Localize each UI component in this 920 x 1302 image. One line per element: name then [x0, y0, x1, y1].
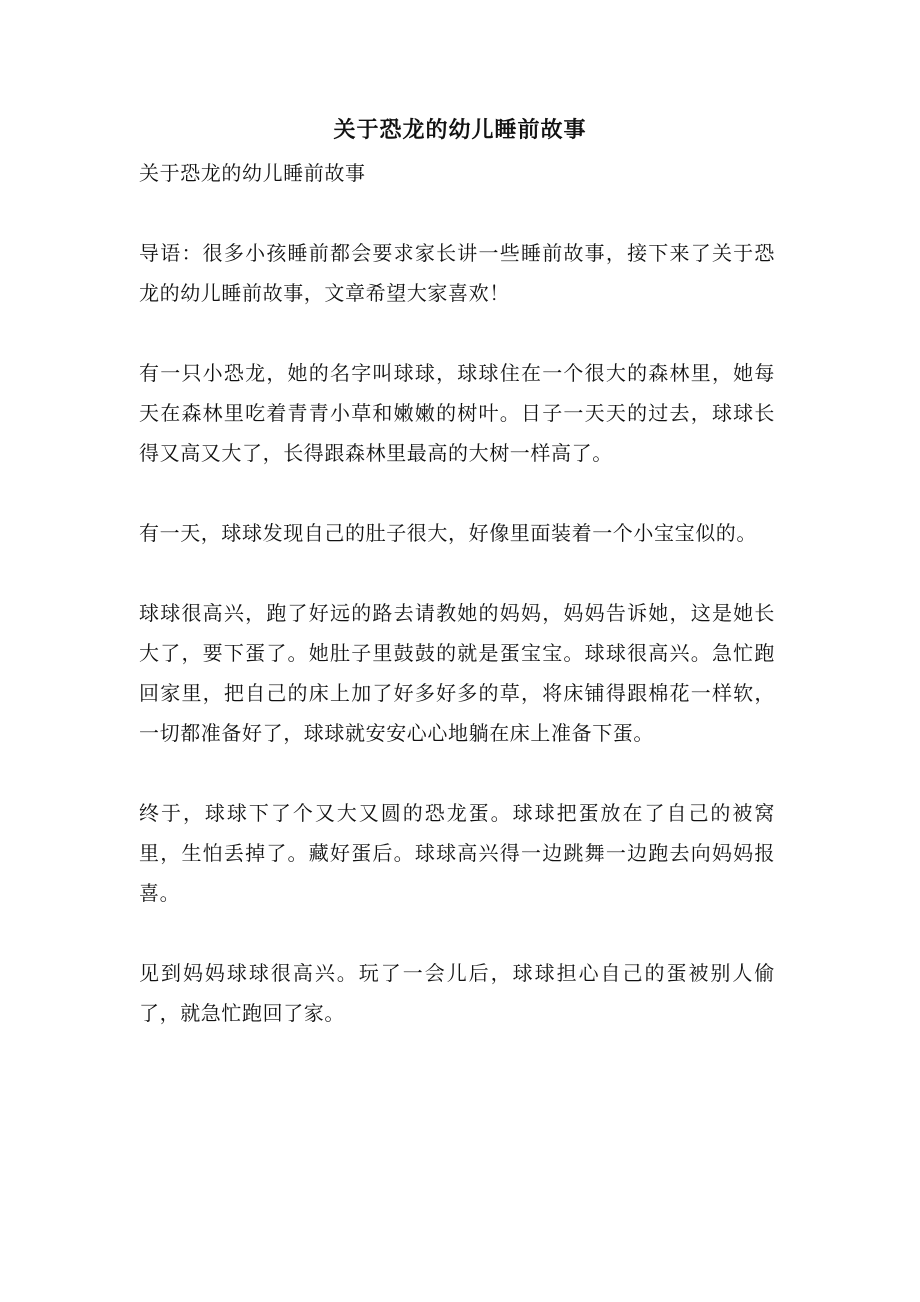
paragraph-intro: 导语：很多小孩睡前都会要求家长讲一些睡前故事，接下来了关于恐龙的幼儿睡前故事，文章希望大家喜欢！ [139, 241, 775, 305]
paragraph-5: 见到妈妈球球很高兴。玩了一会儿后，球球担心自己的蛋被别人偷了，就急忙跑回了家。 [139, 961, 775, 1025]
document-subtitle: 关于恐龙的幼儿睡前故事 [139, 161, 366, 185]
paragraph-4: 终于，球球下了个又大又圆的恐龙蛋。球球把蛋放在了自己的被窝里，生怕丢掉了。藏好蛋后。球球高兴得一边跳舞一边跑去向妈妈报喜。 [139, 801, 775, 905]
document-title: 关于恐龙的幼儿睡前故事 [333, 117, 587, 143]
paragraph-spacer [139, 313, 775, 353]
paragraph-spacer [139, 913, 775, 953]
paragraph-spacer [139, 753, 775, 793]
paragraph-spacer [139, 473, 775, 513]
paragraph-spacer [139, 193, 775, 233]
paragraph-3: 球球很高兴，跑了好远的路去请教她的妈妈，妈妈告诉她，这是她长大了，要下蛋了。她肚子里鼓鼓的就是蛋宝宝。球球很高兴。急忙跑回家里，把自己的床上加了好多好多的草，将床铺得跟棉花一样软，一切都准备好了，球球就安安心心地躺在床上准备下蛋。 [139, 601, 775, 745]
paragraph-spacer [139, 553, 775, 593]
paragraph-2: 有一天，球球发现自己的肚子很大，好像里面装着一个小宝宝似的。 [139, 521, 757, 545]
paragraph-1: 有一只小恐龙，她的名字叫球球，球球住在一个很大的森林里，她每天在森林里吃着青青小草和嫩嫩的树叶。日子一天天的过去，球球长得又高又大了，长得跟森林里最高的大树一样高了。 [139, 361, 775, 465]
document-body [139, 153, 775, 1033]
